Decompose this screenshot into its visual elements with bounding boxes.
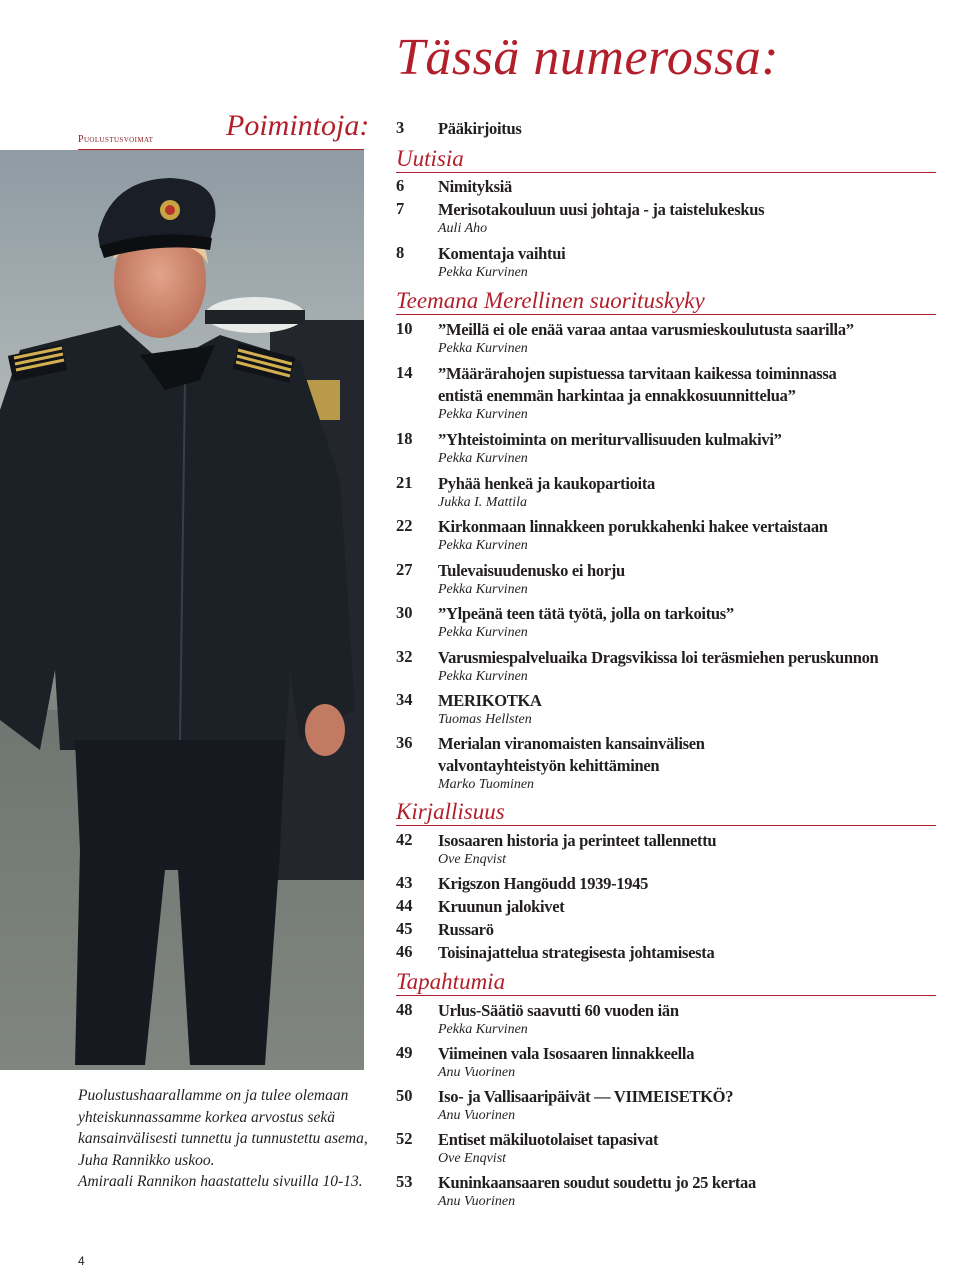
toc-title-continued: valvontayhteistyön kehittäminen xyxy=(438,756,660,775)
toc-title: Kruunun jalokivet xyxy=(438,897,565,916)
section-rule xyxy=(396,172,936,173)
toc-title: Krigszon Hangöudd 1939-1945 xyxy=(438,874,649,893)
toc-page-number: 30 xyxy=(396,603,413,622)
toc-page-number: 43 xyxy=(396,873,413,892)
photo-caption xyxy=(78,1085,368,1193)
toc-page-number: 42 xyxy=(396,830,413,849)
sidebar-heading: Poimintoja: xyxy=(226,109,370,142)
caption-line: kansainvälisesti tunnettu ja tunnustettu asema, xyxy=(78,1130,368,1148)
toc-page-number: 53 xyxy=(396,1172,413,1191)
toc-title: Russarö xyxy=(438,920,494,939)
toc-title: Merisotakouluun uusi johtaja - ja taistelukeskus xyxy=(438,200,765,219)
toc-page-number: 21 xyxy=(396,473,413,492)
toc-title: Viimeinen vala Isosaaren linnakkeella xyxy=(438,1044,695,1063)
toc-page-number: 49 xyxy=(396,1043,413,1062)
toc-page-number: 7 xyxy=(396,199,405,218)
toc-title: Merialan viranomaisten kansainvälisen xyxy=(438,734,705,753)
toc-page-number: 52 xyxy=(396,1129,413,1148)
page-title: Tässä numerossa: xyxy=(396,29,780,86)
toc-title: Kirkonmaan linnakkeen porukkahenki hakee vertaistaan xyxy=(438,517,828,536)
section-heading-teemana: Teemana Merellinen suorituskyky xyxy=(396,288,705,313)
page-number: 4 xyxy=(78,1254,85,1268)
toc-title: Urlus-Säätiö saavutti 60 vuoden iän xyxy=(438,1001,679,1020)
toc-author: Marko Tuominen xyxy=(438,777,535,792)
caption-line: Puolustushaarallamme on ja tulee olemaan xyxy=(78,1087,349,1104)
section-rule xyxy=(396,995,936,996)
caption-line: yhteiskunnassamme korkea arvostus sekä xyxy=(78,1108,335,1126)
caption-line: Amiraali Rannikon haastattelu sivuilla 10-13. xyxy=(78,1173,363,1191)
caption-line: Juha Rannikko uskoo. xyxy=(78,1151,215,1169)
section-rule xyxy=(396,314,936,315)
toc-page-number: 8 xyxy=(396,243,405,262)
toc-author: Anu Vuorinen xyxy=(438,1194,516,1209)
toc-page-number: 14 xyxy=(396,363,413,382)
toc-page-number: 34 xyxy=(396,690,413,709)
toc-title: ”Yhteistoiminta on meriturvallisuuden kulmakivi” xyxy=(438,430,782,449)
toc-author: Tuomas Hellsten xyxy=(438,712,532,727)
toc-author: Jukka I. Mattila xyxy=(438,495,528,510)
toc-title: Nimityksiä xyxy=(438,177,513,196)
toc-page-number: 45 xyxy=(396,919,413,938)
toc-page-number: 18 xyxy=(396,429,413,448)
toc-author: Ove Enqvist xyxy=(438,1151,507,1166)
section-rule xyxy=(396,825,936,826)
toc-page-number: 48 xyxy=(396,1000,413,1019)
section-heading-kirjallisuus: Kirjallisuus xyxy=(396,799,505,824)
toc-title: Entiset mäkiluotolaiset tapasivat xyxy=(438,1130,659,1149)
toc-page-number: 22 xyxy=(396,516,413,535)
toc-title: ”Meillä ei ole enää varaa antaa varusmieskoulutusta saarilla” xyxy=(438,320,854,339)
toc-title: Kuninkaansaaren soudut soudettu jo 25 kertaa xyxy=(438,1173,756,1192)
toc-author: Pekka Kurvinen xyxy=(438,582,528,597)
toc-author: Pekka Kurvinen xyxy=(438,538,528,553)
toc-title: ”Ylpeänä teen tätä työtä, jolla on tarkoitus” xyxy=(438,604,734,623)
toc-page-number: 50 xyxy=(396,1086,413,1105)
toc-author: Pekka Kurvinen xyxy=(438,625,528,640)
toc-title: Komentaja vaihtui xyxy=(438,244,566,263)
toc-page-number: 3 xyxy=(396,118,405,137)
officer-photo-illustration xyxy=(0,150,364,1070)
toc-page-number: 32 xyxy=(396,647,413,666)
toc-page-number: 27 xyxy=(396,560,413,579)
magazine-name: Puolustusvoimat xyxy=(78,134,154,145)
toc-title: Toisinajattelua strategisesta johtamisesta xyxy=(438,943,715,962)
toc-page-number: 10 xyxy=(396,319,413,338)
toc-author: Ove Enqvist xyxy=(438,852,507,867)
toc-title-continued: entistä enemmän harkintaa ja ennakkosuunnittelua” xyxy=(438,386,796,405)
toc-title: Isosaaren historia ja perinteet tallennettu xyxy=(438,831,717,850)
toc-author: Pekka Kurvinen xyxy=(438,265,528,280)
toc-title: Iso- ja Vallisaaripäivät — VIIMEISETKÖ? xyxy=(438,1087,734,1106)
toc-author: Pekka Kurvinen xyxy=(438,341,528,356)
toc-title: Pyhää henkeä ja kaukopartioita xyxy=(438,474,655,493)
toc-author: Pekka Kurvinen xyxy=(438,451,528,466)
toc-page-number: 44 xyxy=(396,896,413,915)
toc-author: Pekka Kurvinen xyxy=(438,669,528,684)
toc-author: Anu Vuorinen xyxy=(438,1065,516,1080)
toc-author: Auli Aho xyxy=(438,221,488,236)
toc-page-number: 36 xyxy=(396,733,413,752)
cover-photo xyxy=(0,150,364,1070)
toc-title: Pääkirjoitus xyxy=(438,119,522,138)
toc-title: Varusmiespalveluaika Dragsvikissa loi teräsmiehen peruskunnon xyxy=(438,648,879,667)
toc-author: Pekka Kurvinen xyxy=(438,1022,528,1037)
section-heading-tapahtumia: Tapahtumia xyxy=(396,969,506,994)
toc-page-number: 46 xyxy=(396,942,413,961)
toc-title: ”Määrärahojen supistuessa tarvitaan kaikessa toiminnassa xyxy=(438,364,837,383)
toc-title: Tulevaisuudenusko ei horju xyxy=(438,561,625,580)
toc-title: MERIKOTKA xyxy=(438,691,542,710)
toc-author: Pekka Kurvinen xyxy=(438,407,528,422)
toc-author: Anu Vuorinen xyxy=(438,1108,516,1123)
section-heading-uutisia: Uutisia xyxy=(396,146,464,171)
toc-page-number: 6 xyxy=(396,176,405,195)
